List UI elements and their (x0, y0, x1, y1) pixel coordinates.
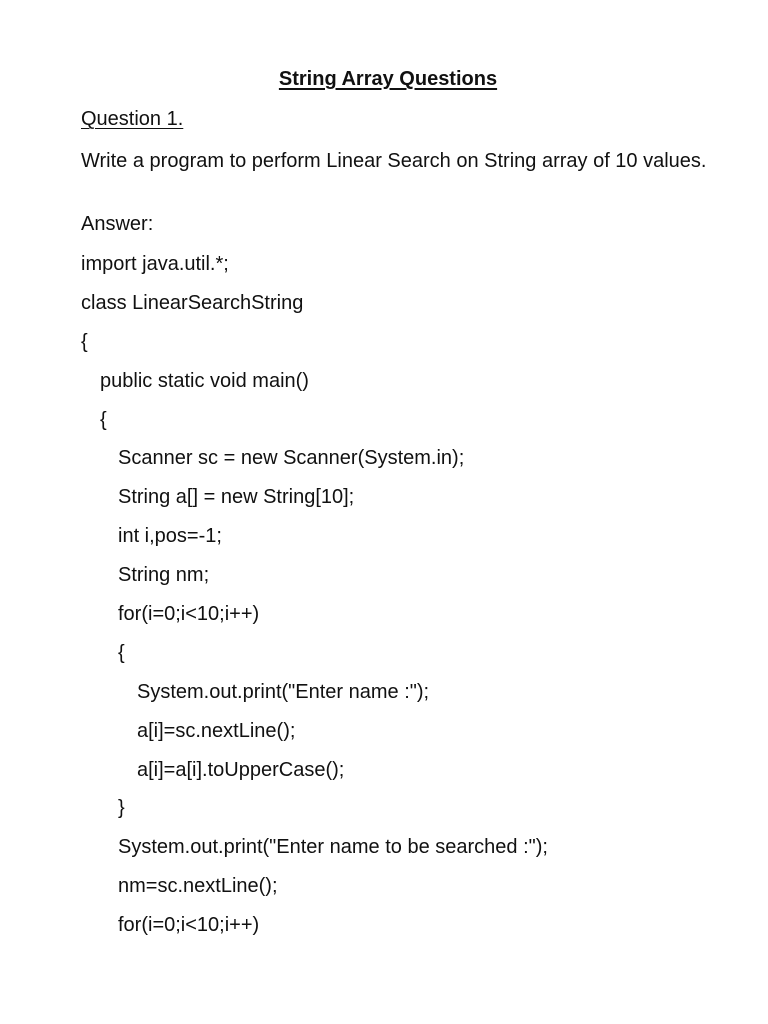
code-line: public static void main() (100, 369, 309, 392)
code-listing (0, 250, 768, 950)
answer-label: Answer: (81, 213, 154, 235)
code-line: { (100, 408, 107, 431)
code-line: a[i]=a[i].toUpperCase(); (137, 758, 345, 781)
code-line: int i,pos=-1; (118, 525, 222, 548)
code-line: for(i=0;i<10;i++) (118, 914, 260, 937)
code-line: class LinearSearchString (81, 291, 304, 314)
code-line: System.out.print("Enter name :"); (137, 680, 430, 703)
code-line: String nm; (118, 564, 210, 587)
code-line: nm=sc.nextLine(); (118, 875, 278, 898)
code-line: String a[] = new String[10]; (118, 486, 355, 509)
code-line: Scanner sc = new Scanner(System.in); (118, 447, 465, 470)
question-text: Write a program to perform Linear Search on String array of 10 values. (81, 150, 707, 172)
code-line: System.out.print("Enter name to be searched :"); (118, 836, 548, 859)
code-line: } (118, 797, 125, 820)
code-line: for(i=0;i<10;i++) (118, 603, 260, 626)
document-title: String Array Questions (278, 68, 498, 90)
code-line: { (118, 641, 125, 664)
code-line: { (81, 330, 88, 353)
question-label: Question 1. (81, 108, 184, 130)
code-line: a[i]=sc.nextLine(); (137, 719, 296, 742)
code-line: import java.util.*; (81, 253, 229, 275)
